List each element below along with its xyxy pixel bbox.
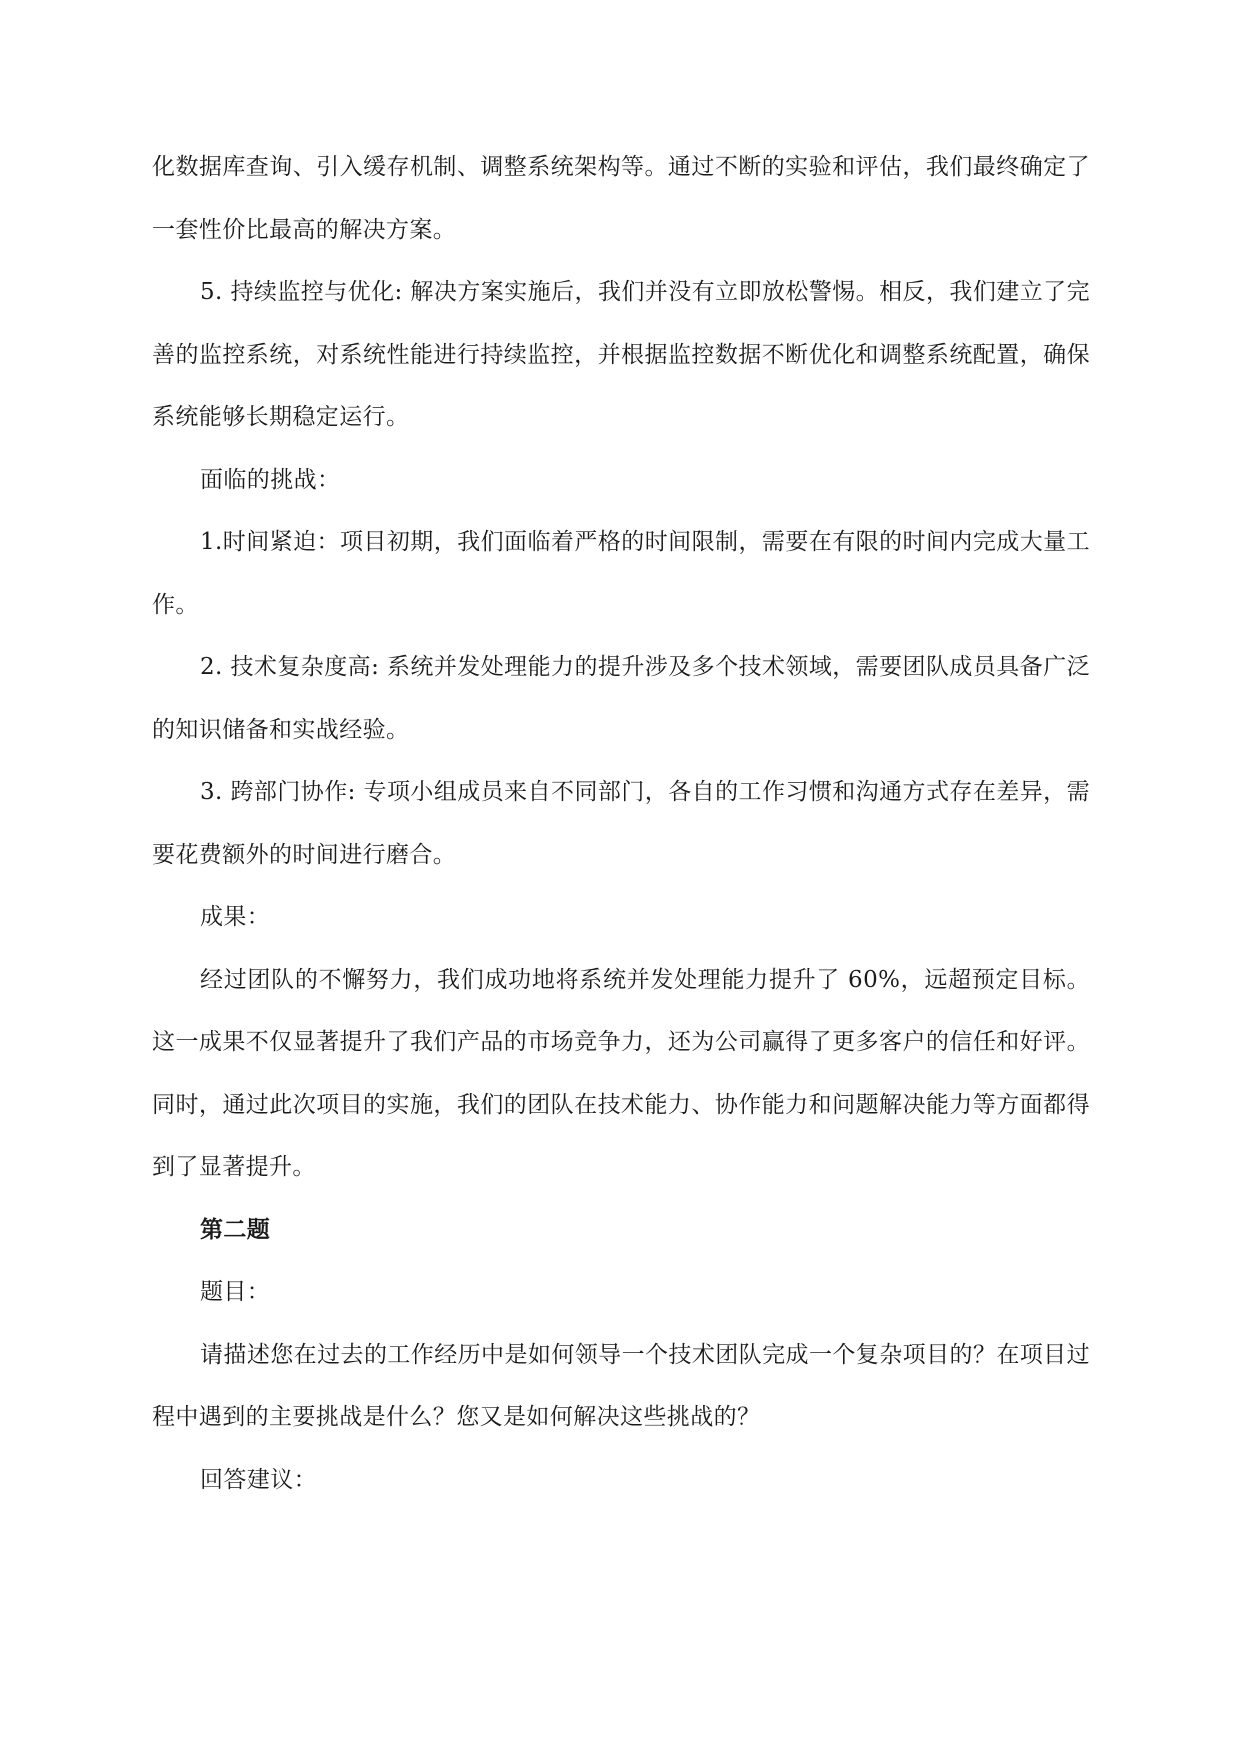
paragraph-step-5-monitoring: 5. 持续监控与优化: 解决方案实施后，我们并没有立即放松警惕。相反，我们建立了完善的监控系统，对系统性能进行持续监控，并根据监控数据不断优化和调整系统配置，确保系统能够长期稳定运行。 (152, 279, 1090, 430)
label-question: 题目： (200, 1279, 271, 1305)
paragraph-challenge-3: 3. 跨部门协作: 专项小组成员来自不同部门，各自的工作习惯和沟通方式存在差异，需要花费额外的时间进行磨合。 (152, 779, 1090, 868)
paragraph-challenge-2: 2. 技术复杂度高: 系统并发处理能力的提升涉及多个技术领域，需要团队成员具备广泛的知识储备和实战经验。 (152, 654, 1090, 743)
paragraph-results: 经过团队的不懈努力，我们成功地将系统并发处理能力提升了 60%，远超预定目标。这一成果不仅显著提升了我们产品的市场竞争力，还为公司赢得了更多客户的信任和好评。同时，通过此次项目的实施，我们的团队在技术能力、协作能力和问题解决能力等方面都得到了显著提升。 (152, 966, 1090, 1180)
section-title-question-2: 第二题 (200, 1215, 271, 1243)
document-page (152, 136, 1090, 1511)
heading-challenges: 面临的挑战： (200, 466, 341, 493)
paragraph-question-text: 请描述您在过去的工作经历中是如何领导一个技术团队完成一个复杂项目的？在项目过程中遇到的主要挑战是什么？您又是如何解决这些挑战的？ (152, 1341, 1090, 1430)
paragraph-challenge-1: 1.时间紧迫：项目初期，我们面临着严格的时间限制，需要在有限的时间内完成大量工作。 (152, 529, 1090, 618)
heading-results: 成果： (200, 904, 271, 930)
paragraph-solution-continued: 化数据库查询、引入缓存机制、调整系统架构等。通过不断的实验和评估，我们最终确定了一套性价比最高的解决方案。 (152, 154, 1090, 243)
label-answer-suggestion: 回答建议： (200, 1466, 317, 1493)
